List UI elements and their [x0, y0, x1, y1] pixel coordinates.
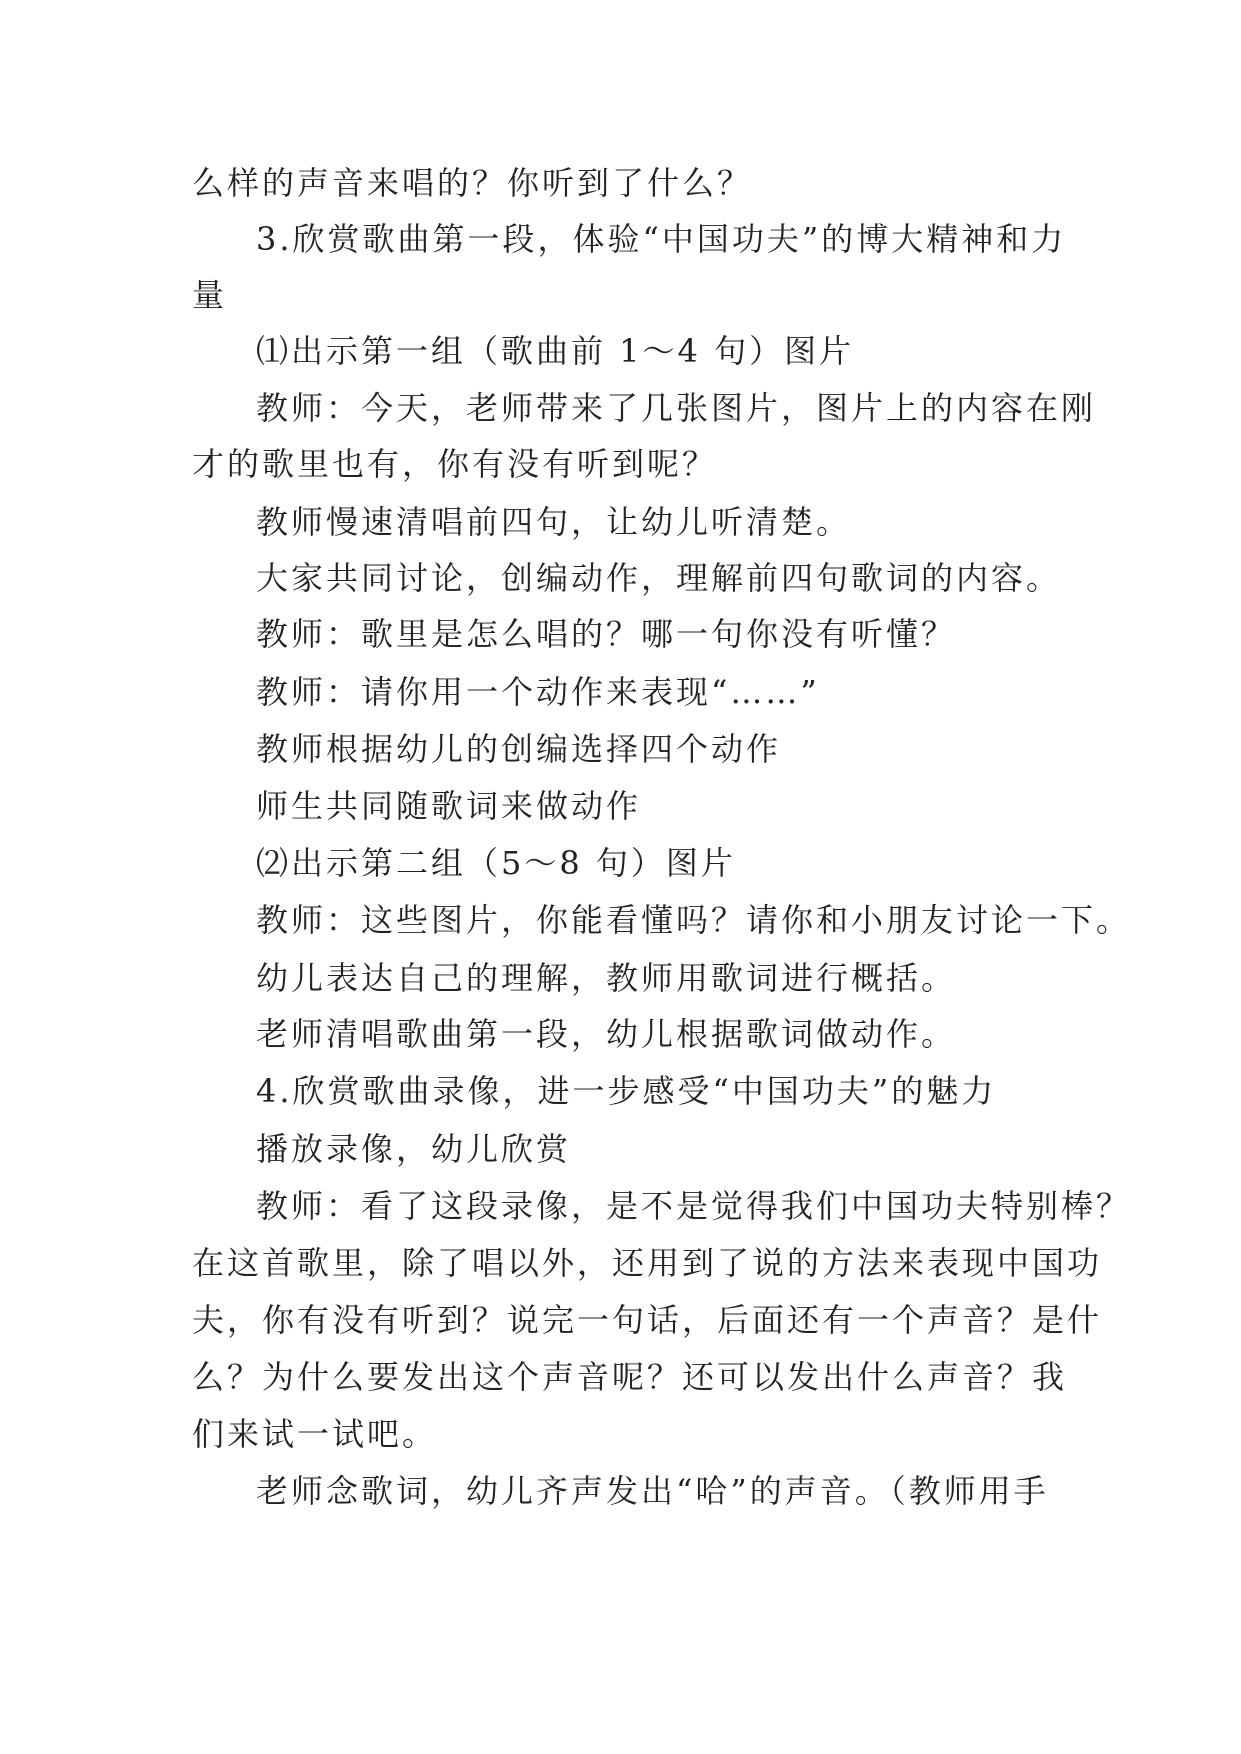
- text-line: ⑵出示第二组（5～8 句）图片: [256, 844, 736, 882]
- text-line: 夫，你有没有听到？说完一句话，后面还有一个声音？是什: [192, 1301, 1103, 1339]
- text-line: 老师清唱歌曲第一段，幼儿根据歌词做动作。: [256, 1015, 957, 1053]
- text-line: ⑴出示第一组（歌曲前 1～4 句）图片: [256, 332, 855, 370]
- text-line: 幼儿表达自己的理解，教师用歌词进行概括。: [256, 959, 957, 997]
- text-line: 教师：看了这段录像，是不是觉得我们中国功夫特别棒？: [256, 1187, 1132, 1225]
- text-line: 4.欣赏歌曲录像，进一步感受“中国功夫”的魅力: [256, 1072, 997, 1110]
- text-line: 么样的声音来唱的？你听到了什么？: [192, 164, 753, 202]
- text-line: 教师根据幼儿的创编选择四个动作: [256, 730, 782, 768]
- text-line: 3.欣赏歌曲第一段，体验“中国功夫”的博大精神和力: [256, 220, 1067, 258]
- text-line: 播放录像，幼儿欣赏: [256, 1130, 572, 1168]
- text-line: 教师：请你用一个动作来表现“……”: [256, 673, 820, 711]
- text-line: 老师念歌词，幼儿齐声发出“哈”的声音。（教师用手: [256, 1472, 1049, 1510]
- text-line: 们来试一试吧。: [192, 1415, 438, 1453]
- text-line: 教师：歌里是怎么唱的？哪一句你没有听懂？: [256, 615, 957, 653]
- text-line: 教师慢速清唱前四句，让幼儿听清楚。: [256, 503, 852, 541]
- text-line: 大家共同讨论，创编动作，理解前四句歌词的内容。: [256, 559, 1062, 597]
- text-line: 师生共同随歌词来做动作: [256, 787, 642, 825]
- text-line: 量: [192, 276, 228, 314]
- text-line: 教师：这些图片，你能看懂吗？请你和小朋友讨论一下。: [256, 901, 1132, 939]
- text-line: 么？为什么要发出这个声音呢？还可以发出什么声音？我: [192, 1358, 1068, 1396]
- text-line: 教师：今天，老师带来了几张图片，图片上的内容在刚: [256, 389, 1097, 427]
- text-line: 才的歌里也有，你有没有听到呢？: [192, 445, 718, 483]
- text-line: 在这首歌里，除了唱以外，还用到了说的方法来表现中国功: [192, 1244, 1103, 1282]
